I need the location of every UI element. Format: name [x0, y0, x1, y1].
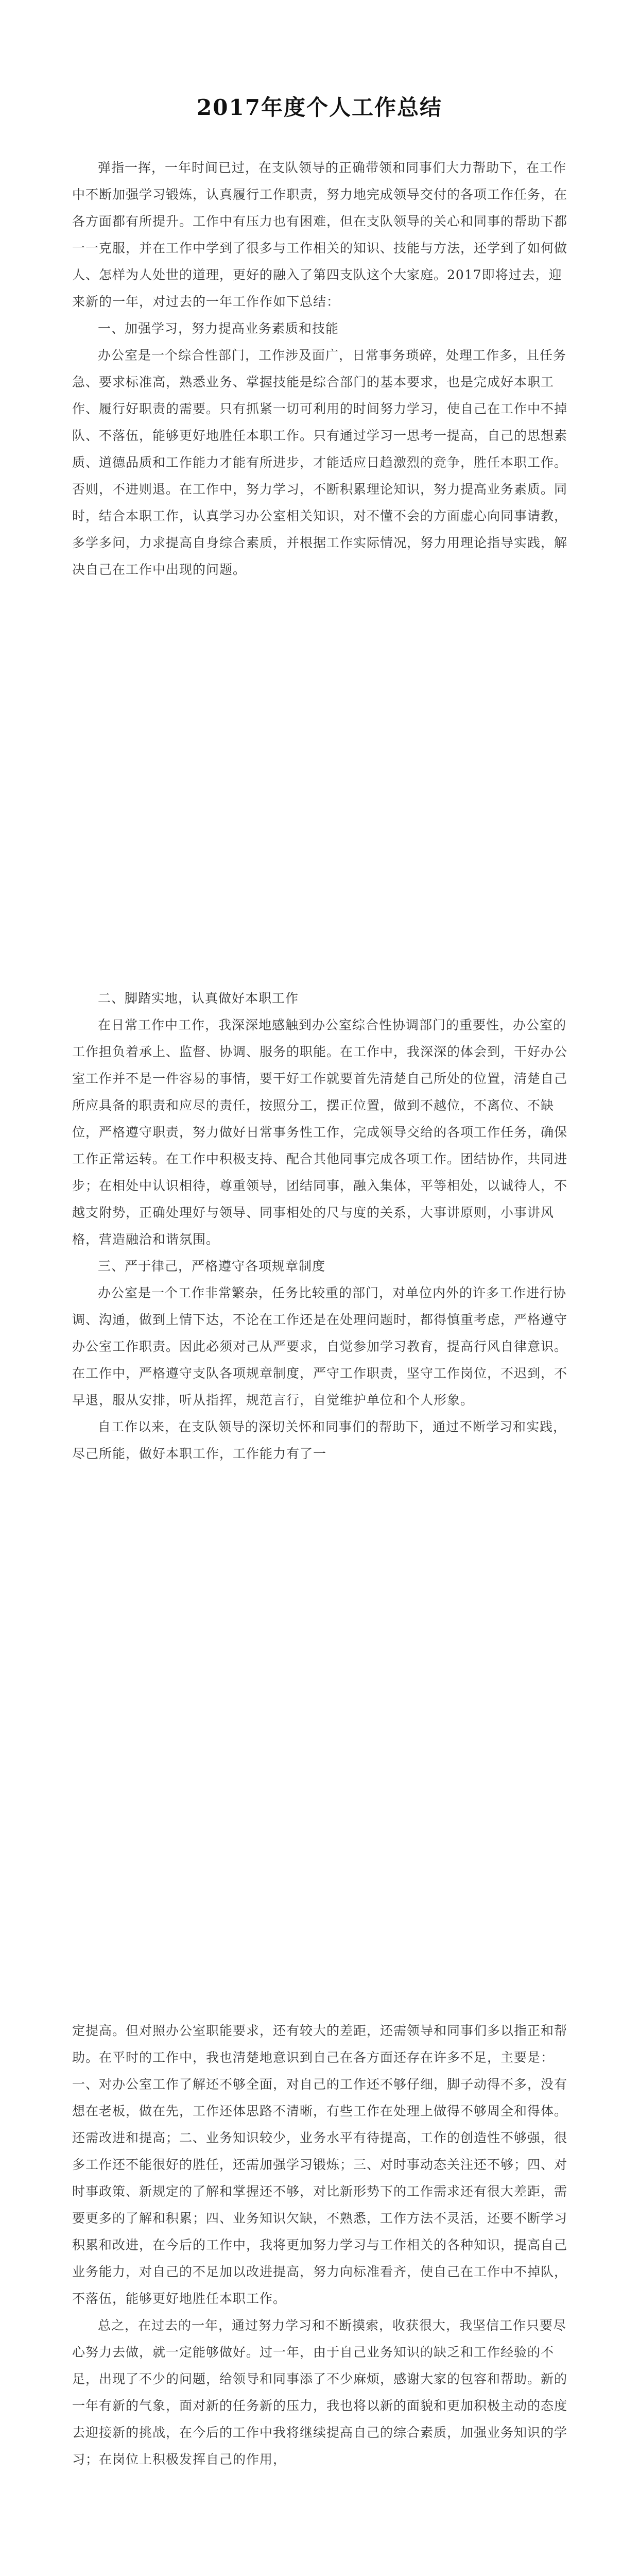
heading-learning: 一、加强学习，努力提高业务素质和技能 [98, 321, 339, 336]
section-3 [72, 2018, 567, 2473]
section-1 [72, 155, 567, 583]
intro-paragraph: 弹指一挥，一年时间已过，在支队领导的正确带领和同事们大力帮助下，在工作中不断加强学习锻炼，认真履行工作职责，努力地完成领导交付的各项工作任务，在各方面都有所提升。工作中有压力也有困难，但在支队领导的关心和同事的帮助下都一一克服，并在工作中学到了很多与工作相关的知识、技能与方法，还学到了如何做人、怎样为人处世的道理，更好的融入了第四支队这个大家庭。2017即将过去，迎来新的一年，对过去的一年工作作如下总结： [72, 160, 568, 309]
heading-discipline: 三、严于律己，严格遵守各项规章制度 [98, 1259, 326, 1274]
paragraph-discipline: 办公室是一个工作非常繁杂，任务比较重的部门，对单位内外的许多工作进行协调、沟通，做到上情下达，不论在工作还是在处理问题时，都得慎重考虑，严格遵守办公室工作职责。因此必须对己从严要求，自觉参加学习教育，提高行风自律意识。在工作中，严格遵守支队各项规章制度，严守工作职责，坚守工作岗位，不迟到，不早退，服从安排，听从指挥，规范言行，自觉维护单位和个人形象。 [72, 1285, 568, 1408]
section-2 [72, 985, 567, 1467]
paragraph-learning: 办公室是一个综合性部门，工作涉及面广，日常事务琐碎，处理工作多，且任务急、要求标准高，熟悉业务、掌握技能是综合部门的基本要求，也是完成好本职工作、履行好职责的需要。只有抓紧一切可利用的时间努力学习，使自己在工作中不掉队、不落伍，能够更好地胜任本职工作。只有通过学习一思考一提高，自己的思想素质、道德品质和工作能力才能有所进步，才能适应日趋激烈的竞争，胜任本职工作。否则，不进则退。在工作中，努力学习，不断积累理论知识，努力提高业务素质。同时，结合本职工作，认真学习办公室相关知识，对不懂不会的方面虚心向同事请教，多学多问，力求提高自身综合素质，并根据工作实际情况，努力用理论指导实践，解决自己在工作中出现的问题。 [72, 348, 568, 577]
paragraph-progress: 自工作以来，在支队领导的深切关怀和同事们的帮助下，通过不断学习和实践，尽己所能，做好本职工作，工作能力有了一 [72, 1419, 567, 1461]
paragraph-duties: 在日常工作中工作，我深深地感触到办公室综合性协调部门的重要性，办公室的工作担负着承上、监督、协调、服务的职能。在工作中，我深深的体会到，干好办公室工作并不是一件容易的事情，要干好工作就要首先清楚自己所处的位置，清楚自己所应具备的职责和应尽的责任，按照分工，摆正位置，做到不越位，不离位、不缺位，严格遵守职责，努力做好日常事务性工作，完成领导交给的各项工作任务，确保工作正常运转。在工作中积极支持、配合其他同事完成各项工作。团结协作，共同进步；在相处中认识相待，尊重领导，团结同事，融入集体，平等相处，以诚待人，不越支附势，正确处理好与领导、同事相处的尺与度的关系，大事讲原则，小事讲风格，营造融洽和谐氛围。 [72, 1018, 568, 1247]
document-title: 2017年度个人工作总结 [197, 95, 442, 120]
paragraph-progress-continued: 定提高。但对照办公室职能要求，还有较大的差距，还需领导和同事们多以指正和帮助。在平时的工作中，我也清楚地意识到自己在各方面还存在许多不足，主要是：一、对办公室工作了解还不够全面，对自己的工作还不够仔细，脚子动得不多，没有想在老板，做在先，工作还体思路不清晰，有些工作在处理上做得不够周全和得体。还需改进和提高；二、业务知识较少，业务水平有待提高，工作的创造性不够强，很多工作还不能很好的胜任，还需加强学习锻炼；三、对时事动态关注还不够；四、对时事政策、新规定的了解和掌握还不够，对比新形势下的工作需求还有很大差距，需要更多的了解和积累；四、业务知识欠缺，不熟悉，工作方法不灵活，还要不断学习积累和改进，在今后的工作中，我将更加努力学习与工作相关的各种知识，提高自己业务能力，对自己的不足加以改进提高，努力向标准看齐，使自己在工作中不掉队，不落伍，能够更好地胜任本职工作。 [72, 2023, 568, 2306]
heading-duties: 二、脚踏实地，认真做好本职工作 [98, 991, 299, 1006]
paragraph-conclusion: 总之，在过去的一年，通过努力学习和不断摸索，收获很大，我坚信工作只要尽心努力去做，就一定能够做好。过一年，由于自己业务知识的缺乏和工作经验的不足，出现了不少的问题，给领导和同事添了不少麻烦，感谢大家的包容和帮助。新的一年有新的气象，面对新的任务新的压力，我也将以新的面貌和更加积极主动的态度去迎接新的挑战，在今后的工作中我将继续提高自己的综合素质，加强业务知识的学习；在岗位上积极发挥自己的作用， [72, 2318, 568, 2467]
